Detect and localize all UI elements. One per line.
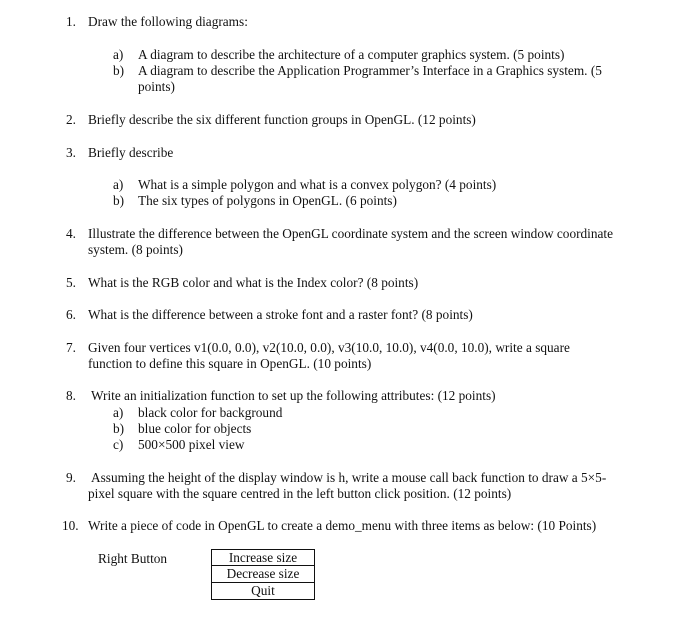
q4-text-cont: system. (8 points)	[88, 242, 183, 257]
menu-item-increase-size: Increase size	[212, 550, 314, 566]
q8-c-label: c)	[113, 437, 124, 452]
q2-text: Briefly describe the six different function groups in OpenGL. (12 points)	[88, 112, 476, 127]
q8-a-text: black color for background	[138, 405, 283, 420]
q3-b-text: The six types of polygons in OpenGL. (6 points)	[138, 193, 397, 208]
q3-a-label: a)	[113, 177, 124, 192]
q1-b-text: A diagram to describe the Application Programmer’s Interface in a Graphics system. (5	[138, 63, 602, 78]
q10-number: 10.	[62, 518, 79, 533]
q6-text: What is the difference between a stroke font and a raster font? (8 points)	[88, 307, 473, 322]
q1-b-text-cont: points)	[138, 79, 175, 94]
menu-item-decrease-size: Decrease size	[212, 566, 314, 582]
q1-number: 1.	[66, 14, 76, 29]
q3-number: 3.	[66, 145, 76, 160]
q9-text: Assuming the height of the display window is h, write a mouse call back function to draw a 5×5-	[91, 470, 607, 485]
q8-b-label: b)	[113, 421, 125, 436]
demo-menu-box	[211, 549, 315, 600]
q1-text: Draw the following diagrams:	[88, 14, 248, 29]
q7-text-cont: function to define this square in OpenGL. (10 points)	[88, 356, 372, 371]
q8-c-text: 500×500 pixel view	[138, 437, 245, 452]
q3-b-label: b)	[113, 193, 125, 208]
q3-a-text: What is a simple polygon and what is a convex polygon? (4 points)	[138, 177, 497, 192]
q7-text: Given four vertices v1(0.0, 0.0), v2(10.0, 0.0), v3(10.0, 10.0), v4(0.0, 10.0), write a square	[88, 340, 570, 355]
right-button-label: Right Button	[98, 551, 168, 566]
q4-number: 4.	[66, 226, 76, 241]
q1-b-label: b)	[113, 63, 125, 78]
menu-item-quit: Quit	[251, 582, 275, 598]
q2-number: 2.	[66, 112, 76, 127]
q5-number: 5.	[66, 275, 76, 290]
q4-text: Illustrate the difference between the OpenGL coordinate system and the screen window coordinate	[88, 226, 614, 241]
q7-number: 7.	[66, 340, 76, 355]
q5-text: What is the RGB color and what is the Index color? (8 points)	[88, 275, 419, 290]
q10-text: Write a piece of code in OpenGL to create a demo_menu with three items as below: (10 Points)	[88, 518, 597, 533]
q1-a-text: A diagram to describe the architecture of a computer graphics system. (5 points)	[138, 47, 565, 62]
q6-number: 6.	[66, 307, 76, 322]
q9-text-cont: pixel square with the square centred in the left button click position. (12 points)	[88, 486, 512, 501]
q8-a-label: a)	[113, 405, 124, 420]
q8-b-text: blue color for objects	[138, 421, 252, 436]
q1-a-label: a)	[113, 47, 124, 62]
q9-number: 9.	[66, 470, 76, 485]
q3-text: Briefly describe	[88, 145, 174, 160]
q8-number: 8.	[66, 388, 76, 403]
q8-text: Write an initialization function to set up the following attributes: (12 points)	[91, 388, 496, 403]
